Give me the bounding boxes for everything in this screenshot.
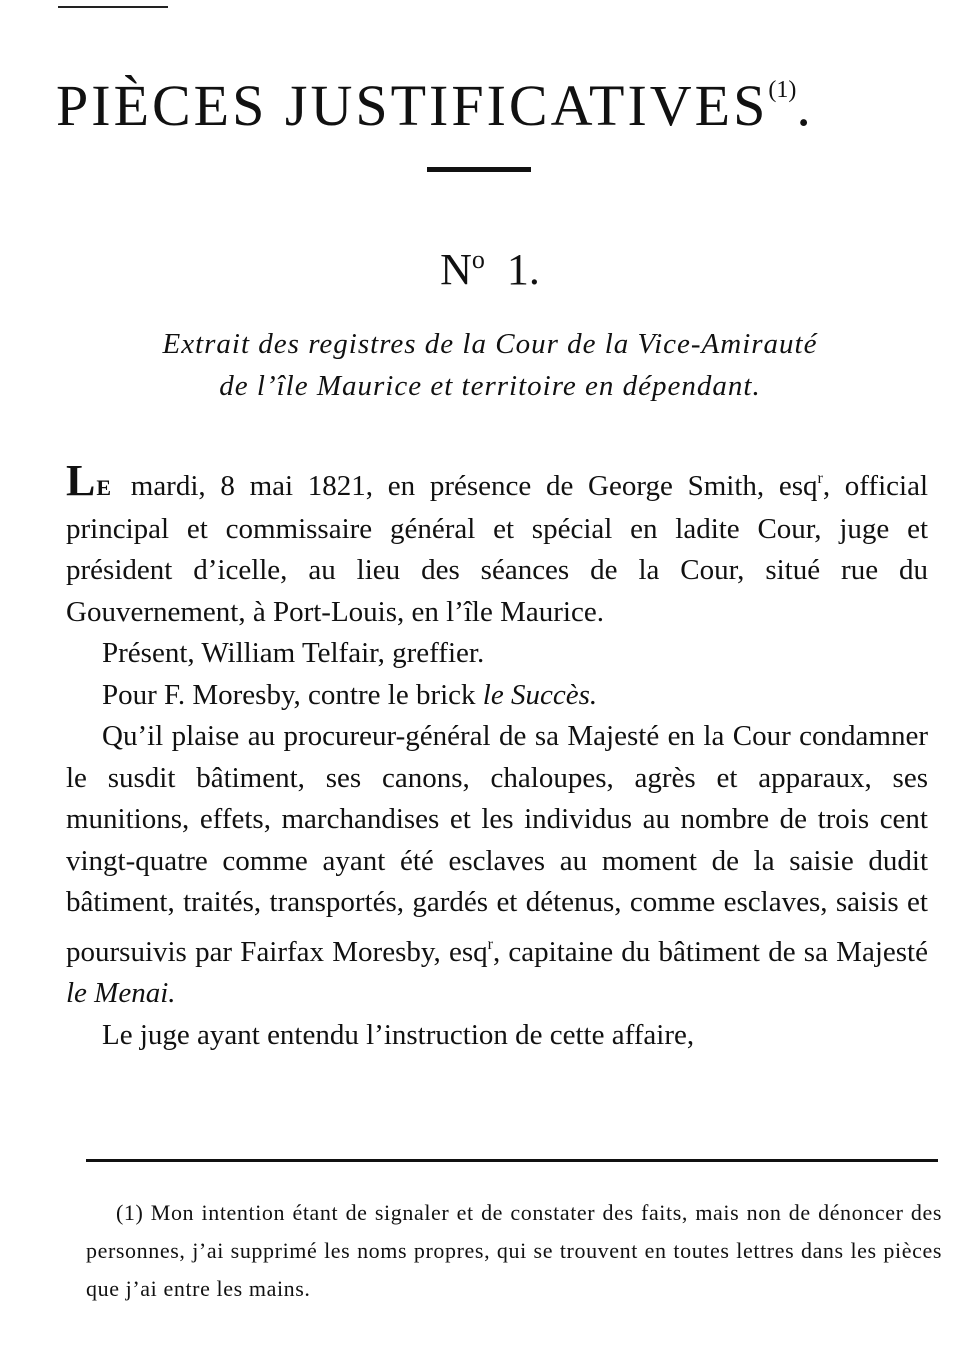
page-title <box>56 55 936 141</box>
paragraph-session <box>66 458 928 633</box>
footnote-rule <box>86 1159 938 1162</box>
footnote-text: Mon intention étant de signaler et de constater des faits, mais non de dénoncer des personnes, j’ai supprimé les noms propres, qui se trouvent en toutes lettres dans les pièces que j’ai entre les mains. <box>86 1200 942 1301</box>
footnote-marker: (1) <box>116 1200 144 1225</box>
paragraph-present-text: Présent, William Telfair, greffier. <box>102 637 485 669</box>
drop-cap-rest: E <box>96 475 113 500</box>
paragraph-judge <box>66 1015 928 1057</box>
title-rule <box>427 167 531 172</box>
paragraph-present <box>66 633 928 675</box>
page-title-text: PIÈCES JUSTIFICATIVES <box>56 73 769 138</box>
ship-name-succes: le Succès. <box>482 678 598 711</box>
footnote <box>86 1194 942 1308</box>
paragraph-session-text-b: , official principal et commissaire général et spécial en ladite Cour, juge et président d’icelle, au lieu des séances de la Cour, situé rue du Gouvernement, à Port-Louis, en l’île Maurice. <box>66 470 928 628</box>
drop-cap: L <box>66 456 97 505</box>
body-text <box>66 458 928 1056</box>
paragraph-petition-text-b: , capitaine du bâtiment de sa Majesté <box>492 935 928 968</box>
title-period: . <box>796 73 814 138</box>
paragraph-petition-text-a: Qu’il plaise au procureur-général de sa Majesté en la Cour condamner le susdit bâtiment, ses canons, chaloupes, agrès et apparaux, ses munitions, effets, marchandises et les individus au nombre de trois cent vingt-quatre comme ayant été esclaves au moment de la saisie dudit bâtiment, traités, transportés, gardés et détenus, comme esclaves, saisis et poursuivis par Fairfax Moresby, esq <box>66 720 928 968</box>
subtitle-line-2: de l’île Maurice et territoire en dépendant. <box>219 370 761 402</box>
esquire-superscript: r <box>817 470 823 487</box>
paragraph-session-text-a: mardi, 8 mai 1821, en présence de George Smith, esq <box>116 470 818 502</box>
paragraph-judge-text: Le juge ayant entendu l’instruction de cette affaire, <box>102 1018 695 1051</box>
number-ordinal: o <box>471 245 485 274</box>
ship-name-menai: le Menai. <box>66 977 176 1009</box>
document-number <box>0 232 980 298</box>
number-value: 1. <box>506 245 540 294</box>
paragraph-parties <box>66 675 928 717</box>
paragraph-petition <box>66 716 928 1015</box>
number-prefix: N <box>440 245 472 294</box>
title-footnote-marker: (1) <box>768 77 797 103</box>
top-edge-rule <box>58 6 168 8</box>
paragraph-parties-text: Pour F. Moresby, contre le brick <box>102 678 483 711</box>
subtitle-line-1: Extrait des registres de la Cour de la Vice-Amirauté <box>162 328 818 360</box>
esquire-superscript-2: r <box>487 935 493 953</box>
document-subtitle <box>40 323 940 407</box>
